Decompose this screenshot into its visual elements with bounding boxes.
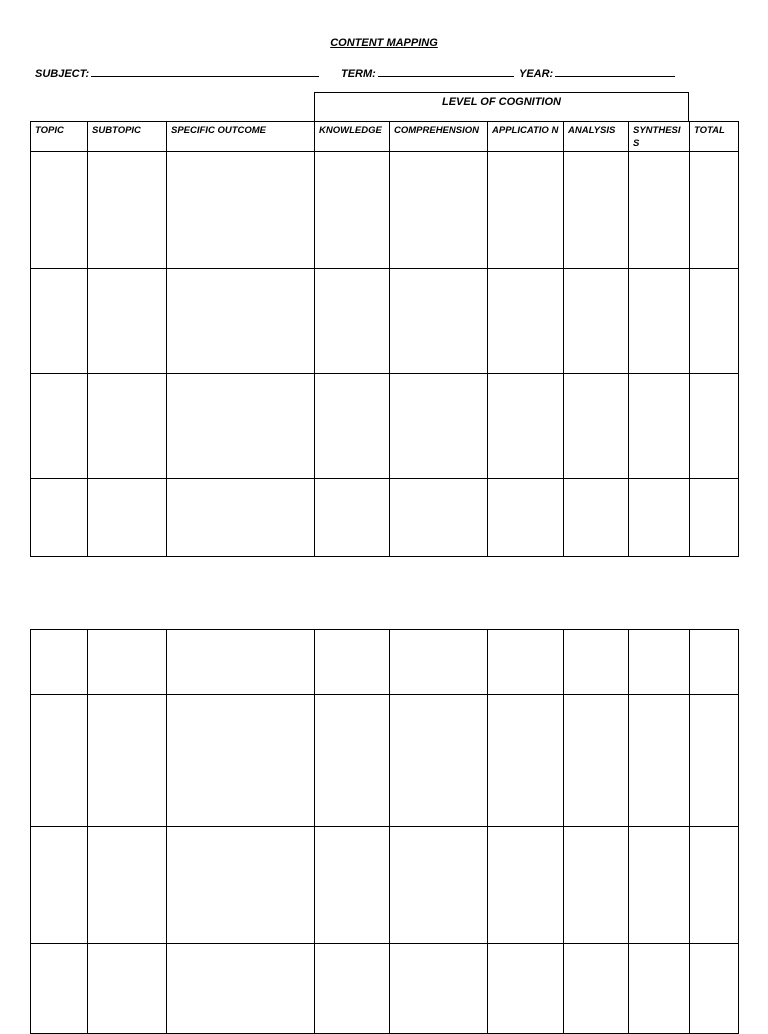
table-cell[interactable] <box>629 827 690 944</box>
table-cell[interactable] <box>390 479 488 557</box>
table-cell[interactable] <box>167 944 315 1034</box>
table-cell[interactable] <box>390 944 488 1034</box>
table-cell[interactable] <box>315 944 390 1034</box>
table-cell[interactable] <box>629 269 690 374</box>
table-cell[interactable] <box>488 374 564 479</box>
table-cell[interactable] <box>390 695 488 827</box>
content-mapping-table <box>30 121 739 557</box>
column-header-comprehension: COMPREHENSION <box>390 122 488 152</box>
document-title: CONTENT MAPPING <box>330 37 438 49</box>
table-cell[interactable] <box>488 827 564 944</box>
column-header-topic: TOPIC <box>31 122 88 152</box>
table-cell[interactable] <box>315 695 390 827</box>
table-row <box>31 152 739 269</box>
table-cell[interactable] <box>31 944 88 1034</box>
table-cell[interactable] <box>315 269 390 374</box>
term-field <box>341 64 514 80</box>
table-cell[interactable] <box>690 152 739 269</box>
subject-label: SUBJECT: <box>35 68 90 80</box>
header-row <box>31 122 739 152</box>
column-header-application: APPLICATIO N <box>488 122 564 152</box>
table-cell[interactable] <box>629 944 690 1034</box>
table-cell[interactable] <box>88 944 167 1034</box>
table-cell[interactable] <box>88 827 167 944</box>
table-cell[interactable] <box>88 152 167 269</box>
table-cell[interactable] <box>390 827 488 944</box>
table-cell[interactable] <box>488 479 564 557</box>
year-blank[interactable] <box>555 64 675 77</box>
table-cell[interactable] <box>629 374 690 479</box>
column-header-total: TOTAL <box>690 122 739 152</box>
table-cell[interactable] <box>629 695 690 827</box>
table-cell[interactable] <box>167 152 315 269</box>
column-header-synthesis: SYNTHESIS <box>629 122 690 152</box>
table-cell[interactable] <box>167 479 315 557</box>
table-cell[interactable] <box>690 630 739 695</box>
table-cell[interactable] <box>690 827 739 944</box>
table-cell[interactable] <box>690 269 739 374</box>
table-cell[interactable] <box>88 374 167 479</box>
term-blank[interactable] <box>378 64 514 77</box>
table-cell[interactable] <box>31 152 88 269</box>
table-cell[interactable] <box>31 374 88 479</box>
table-cell[interactable] <box>315 152 390 269</box>
table-row <box>31 479 739 557</box>
subject-blank[interactable] <box>91 64 319 77</box>
table-cell[interactable] <box>315 479 390 557</box>
table-cell[interactable] <box>31 630 88 695</box>
table-cell[interactable] <box>315 630 390 695</box>
year-label: YEAR: <box>519 68 554 80</box>
table-cell[interactable] <box>564 374 629 479</box>
table-cell[interactable] <box>390 374 488 479</box>
table-cell[interactable] <box>629 152 690 269</box>
table-cell[interactable] <box>31 269 88 374</box>
table-cell[interactable] <box>488 269 564 374</box>
term-label: TERM: <box>341 68 376 80</box>
table-cell[interactable] <box>564 695 629 827</box>
table-cell[interactable] <box>88 269 167 374</box>
table-cell[interactable] <box>564 152 629 269</box>
table-cell[interactable] <box>315 827 390 944</box>
table-cell[interactable] <box>564 944 629 1034</box>
table-cell[interactable] <box>167 827 315 944</box>
table-cell[interactable] <box>167 695 315 827</box>
table-cell[interactable] <box>167 374 315 479</box>
table-cell[interactable] <box>390 152 488 269</box>
table-cell[interactable] <box>564 630 629 695</box>
year-field <box>519 64 675 80</box>
table-cell[interactable] <box>88 479 167 557</box>
column-header-analysis: ANALYSIS <box>564 122 629 152</box>
table-cell[interactable] <box>315 374 390 479</box>
table-cell[interactable] <box>488 944 564 1034</box>
table-cell[interactable] <box>488 630 564 695</box>
table-cell[interactable] <box>629 479 690 557</box>
table-cell[interactable] <box>88 630 167 695</box>
content-mapping-table-continued <box>30 629 739 1034</box>
column-header-subtopic: SUBTOPIC <box>88 122 167 152</box>
level-of-cognition-header: LEVEL OF COGNITION <box>314 92 689 121</box>
table-cell[interactable] <box>629 630 690 695</box>
table-cell[interactable] <box>31 827 88 944</box>
table-cell[interactable] <box>564 479 629 557</box>
table-cell[interactable] <box>690 479 739 557</box>
table-cell[interactable] <box>690 374 739 479</box>
table-cell[interactable] <box>488 695 564 827</box>
subject-field <box>35 64 319 80</box>
table-row <box>31 630 739 695</box>
table-cell[interactable] <box>167 630 315 695</box>
table-cell[interactable] <box>488 152 564 269</box>
table-cell[interactable] <box>167 269 315 374</box>
table-cell[interactable] <box>564 269 629 374</box>
table-row <box>31 695 739 827</box>
table-row <box>31 374 739 479</box>
table-row <box>31 944 739 1034</box>
table-cell[interactable] <box>88 695 167 827</box>
table-cell[interactable] <box>390 269 488 374</box>
column-header-specific-outcome: SPECIFIC OUTCOME <box>167 122 315 152</box>
table-cell[interactable] <box>31 695 88 827</box>
column-header-knowledge: KNOWLEDGE <box>315 122 390 152</box>
table-cell[interactable] <box>390 630 488 695</box>
table-row <box>31 827 739 944</box>
table-row <box>31 269 739 374</box>
table-cell[interactable] <box>690 695 739 827</box>
table-cell[interactable] <box>31 479 88 557</box>
table-cell[interactable] <box>564 827 629 944</box>
table-cell[interactable] <box>690 944 739 1034</box>
